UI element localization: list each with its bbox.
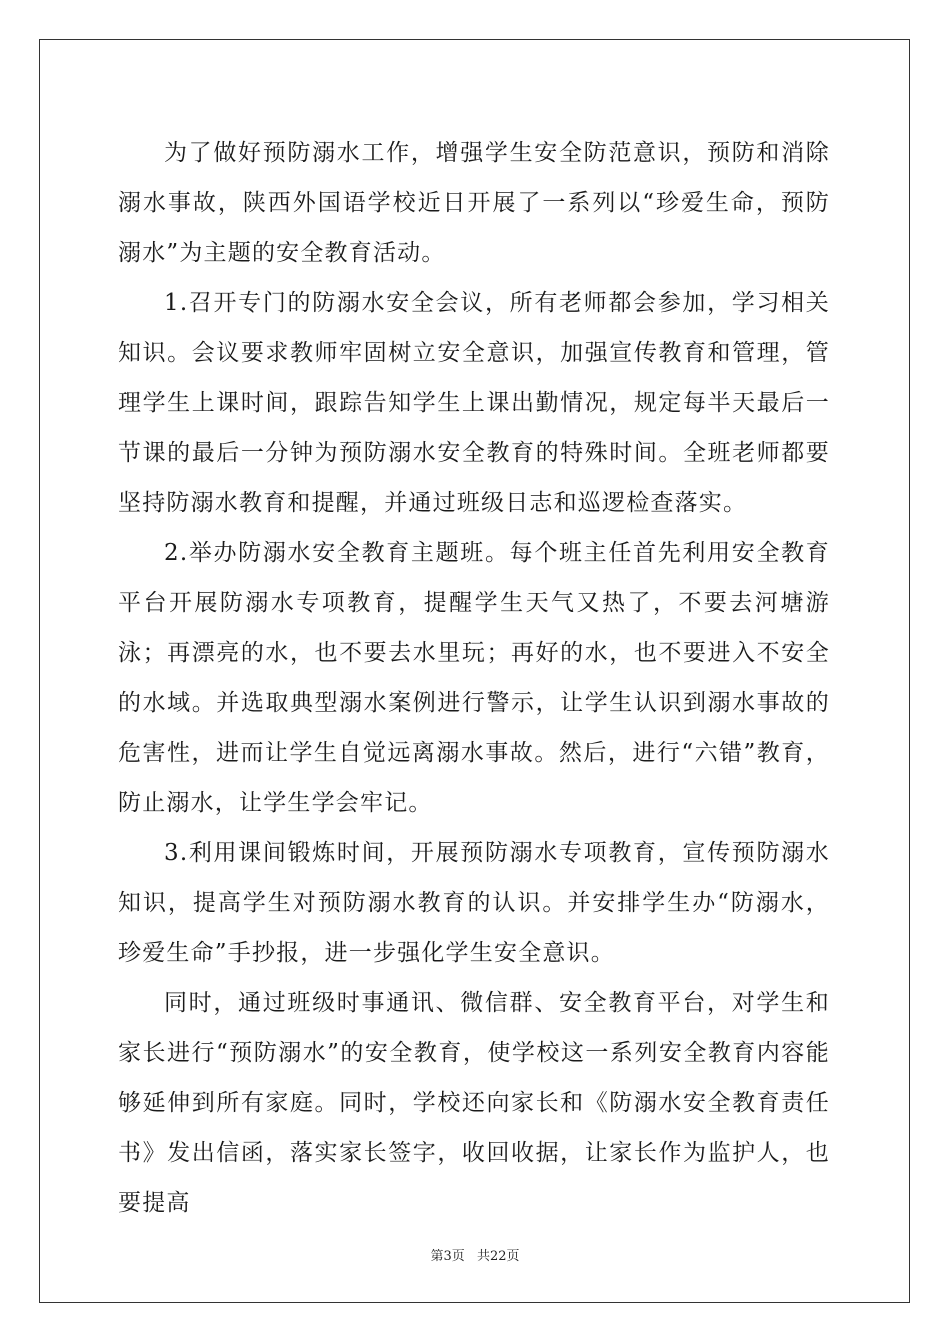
page-footer (0, 1245, 950, 1264)
paragraph-conclusion: 同时，通过班级时事通讯、微信群、安全教育平台，对学生和家长进行“预防溺水”的安全教育，使学校这一系列安全教育内容能够延伸到所有家庭。同时，学校还向家长和《防溺水安全教育责任书》发出信函，落实家长签字，收回收据，让家长作为监护人，也要提高 (118, 990, 830, 1216)
paragraph-item-1: 1.召开专门的防溺水安全会议，所有老师都会参加，学习相关知识。会议要求教师牢固树立安全意识，加强宣传教育和管理，管理学生上课时间，跟踪告知学生上课出勤情况，规定每半天最后一节课的最后一分钟为预防溺水安全教育的特殊时间。全班老师都要坚持防溺水教育和提醒，并通过班级日志和巡逻检查落实。 (118, 290, 830, 516)
page-number: 第3页 (430, 1249, 465, 1264)
page-total: 共22页 (476, 1249, 520, 1264)
paragraph-item-2: 2.举办防溺水安全教育主题班。每个班主任首先利用安全教育平台开展防溺水专项教育，提醒学生天气又热了，不要去河塘游泳；再漂亮的水，也不要去水里玩；再好的水，也不要进入不安全的水域。并选取典型溺水案例进行警示，让学生认识到溺水事故的危害性，进而让学生自觉远离溺水事故。然后，进行“六错”教育，防止溺水，让学生学会牢记。 (118, 540, 830, 816)
paragraph-intro: 为了做好预防溺水工作，增强学生安全防范意识，预防和消除溺水事故，陕西外国语学校近日开展了一系列以“珍爱生命，预防溺水”为主题的安全教育活动。 (118, 140, 830, 266)
document-body (118, 128, 830, 1228)
paragraph-item-3: 3.利用课间锻炼时间，开展预防溺水专项教育，宣传预防溺水知识，提高学生对预防溺水教育的认识。并安排学生办“防溺水，珍爱生命”手抄报，进一步强化学生安全意识。 (118, 840, 830, 966)
